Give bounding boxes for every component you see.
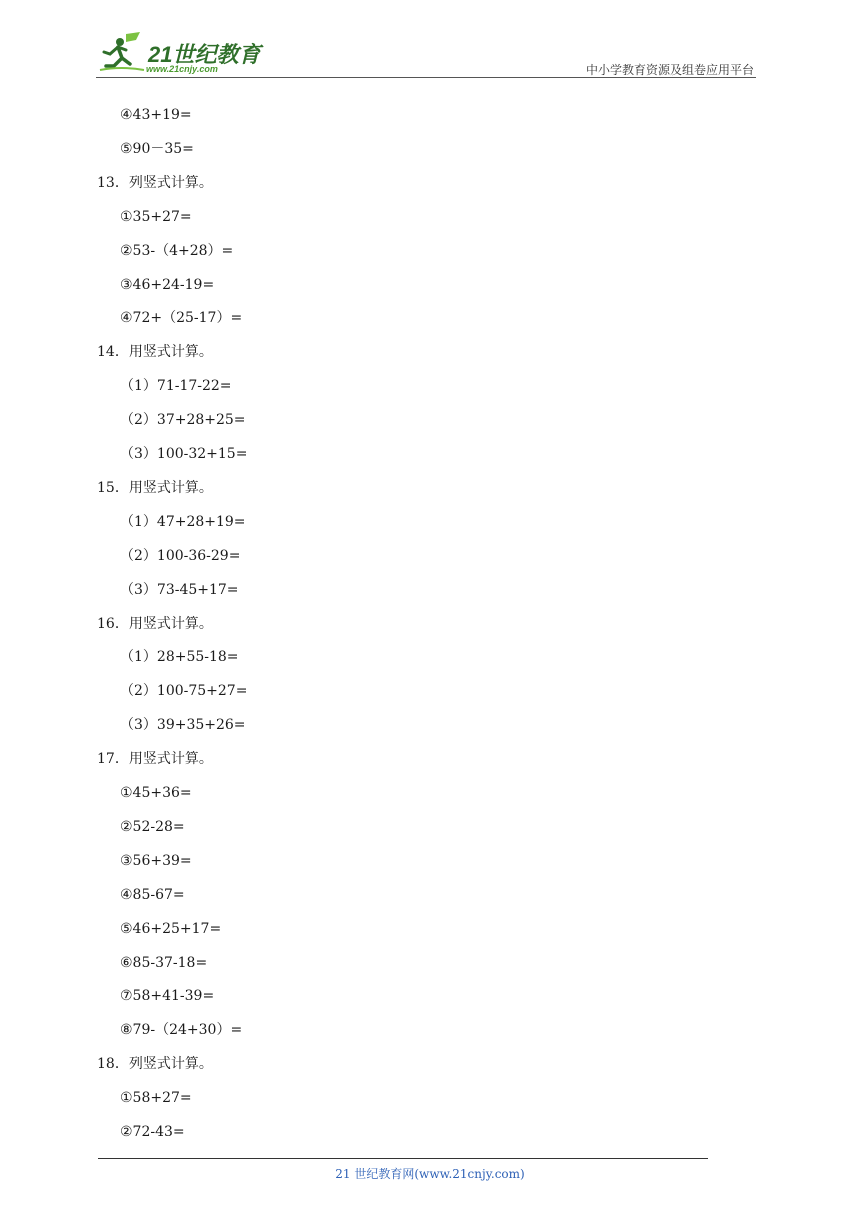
platform-tagline: 中小学教育资源及组卷应用平台 (585, 63, 754, 77)
calculation-item: （1）71-17-22= (120, 378, 232, 395)
runner-logo-icon (96, 30, 146, 78)
calculation-item: （1）47+28+19= (120, 513, 246, 530)
question-heading: 13．列竖式计算。 (97, 174, 213, 191)
calculation-item: ④85-67= (120, 886, 185, 903)
calculation-item: ③46+24-19= (120, 276, 215, 293)
calculation-item: ④43+19= (120, 107, 192, 123)
logo-title: 21世纪教育 (148, 42, 261, 67)
calculation-item: ②72-43= (120, 1124, 185, 1140)
question-heading: 15．用竖式计算。 (97, 479, 213, 496)
calculation-item: ③56+39= (120, 852, 192, 869)
calculation-item: ①45+36= (120, 785, 192, 801)
calculation-item: （1）28+55-18= (120, 649, 239, 666)
calculation-item: ⑤90－35= (120, 140, 194, 157)
calculation-item: （3）39+35+26= (120, 717, 246, 734)
question-heading: 18．列竖式计算。 (97, 1056, 213, 1073)
page-header (96, 30, 756, 80)
question-heading: 14．用竖式计算。 (97, 344, 213, 361)
calculation-item: （3）73-45+17= (120, 581, 239, 598)
calculation-item: （2）37+28+25= (120, 412, 246, 429)
logo-url: www.21cnjy.com (146, 64, 218, 74)
calculation-item: ②52-28= (120, 818, 185, 835)
footer-divider (98, 1158, 708, 1159)
calculation-item: ⑥85-37-18= (120, 954, 208, 971)
calculation-item: （2）100-36-29= (120, 547, 241, 564)
header-divider (96, 77, 756, 78)
question-heading: 16．用竖式计算。 (97, 615, 213, 632)
site-logo (96, 30, 276, 78)
calculation-item: ④72+（25-17）= (120, 310, 243, 327)
calculation-item: ①58+27= (120, 1090, 192, 1107)
calculation-item: （3）100-32+15= (120, 446, 248, 462)
footer-site-link[interactable]: 21 世纪教育网(www.21cnjy.com) (335, 1167, 525, 1181)
calculation-item: ⑦58+41-39= (120, 988, 215, 1005)
calculation-item: ②53-（4+28）= (120, 242, 234, 259)
calculation-item: （2）100-75+27= (120, 683, 248, 700)
calculation-item: ①35+27= (120, 208, 192, 225)
question-heading: 17．用竖式计算。 (97, 751, 213, 768)
calculation-item: ⑧79-（24+30）= (120, 1022, 243, 1039)
calculation-item: ⑤46+25+17= (120, 920, 222, 937)
